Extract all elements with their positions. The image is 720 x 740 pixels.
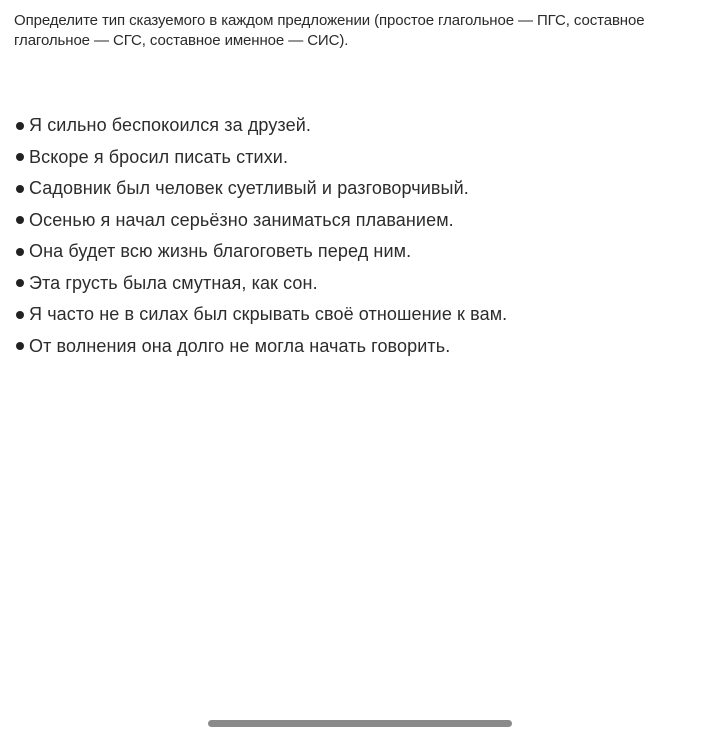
home-indicator[interactable] (208, 720, 512, 727)
sentence-text: Садовник был человек суетливый и разговорчивый. (29, 178, 469, 199)
sentence-list (14, 110, 507, 362)
bullet-icon (16, 216, 24, 224)
bullet-icon (16, 122, 24, 130)
list-item (14, 142, 507, 174)
list-item (14, 173, 507, 205)
sentence-text: Вскоре я бросил писать стихи. (29, 146, 289, 167)
sentence-text: Я сильно беспокоился за друзей. (29, 115, 311, 136)
list-item (14, 110, 507, 142)
bullet-icon (16, 185, 24, 193)
list-item (14, 268, 507, 300)
bullet-icon (16, 248, 24, 256)
sentence-text: Эта грусть была смутная, как сон. (29, 272, 318, 293)
sentence-text: От волнения она долго не могла начать говорить. (29, 335, 451, 356)
list-item (14, 236, 507, 268)
sentence-text: Она будет всю жизнь благоговеть перед ним. (29, 241, 412, 262)
sentence-text: Я часто не в силах был скрывать своё отношение к вам. (29, 304, 508, 325)
list-item (14, 331, 507, 363)
bullet-icon (16, 311, 24, 319)
list-item (14, 299, 507, 331)
sentence-text: Осенью я начал серьёзно заниматься плаванием. (29, 209, 454, 230)
bullet-icon (16, 342, 24, 350)
bullet-icon (16, 279, 24, 287)
task-prompt: Определите тип сказуемого в каждом предложении (простое глагольное — ПГС, составное глагольное — СГС, составное именное — СИС). (14, 12, 645, 49)
bullet-icon (16, 153, 24, 161)
list-item (14, 205, 507, 237)
